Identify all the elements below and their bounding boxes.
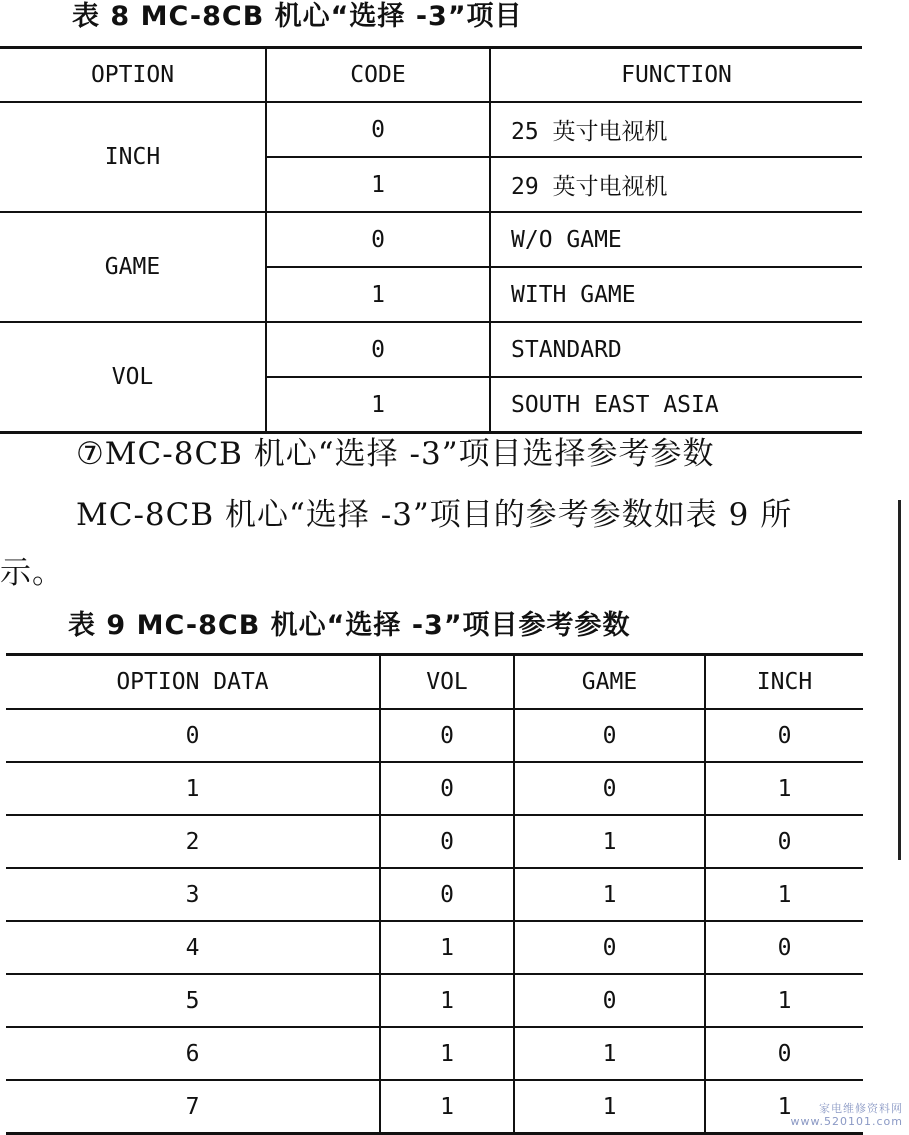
table8-header-row [0, 48, 862, 103]
inch-cell: 0 [705, 921, 863, 974]
function-cell: STANDARD [490, 322, 862, 377]
table9-header-option-data: OPTION DATA [6, 655, 380, 710]
vol-cell: 0 [380, 815, 514, 868]
function-cell: SOUTH EAST ASIA [511, 391, 719, 418]
table-row [6, 1080, 863, 1134]
table8-caption: 表 8 MC-8CB 机心“选择 -3”项目 [72, 1, 523, 32]
table-row [0, 102, 862, 157]
game-cell: 0 [514, 709, 705, 762]
inch-cell: 0 [705, 709, 863, 762]
body-text-line-1: MC-8CB 机心“选择 -3”项目的参考参数如表 9 所 [76, 497, 793, 533]
game-cell: 0 [514, 921, 705, 974]
table9-header-row [6, 655, 863, 710]
code-cell: 0 [266, 212, 490, 267]
function-cell: WITH GAME [490, 267, 862, 322]
table-row [6, 974, 863, 1027]
table8 [0, 46, 862, 434]
option-data-cell: 7 [6, 1080, 380, 1134]
option-data-cell: 2 [6, 815, 380, 868]
table9-header-game: GAME [514, 655, 705, 710]
table-row [6, 921, 863, 974]
code-cell: 1 [266, 267, 490, 322]
table9-header-inch: INCH [705, 655, 863, 710]
inch-cell: 0 [705, 1027, 863, 1080]
table-row [6, 868, 863, 921]
inch-cell: 1 [705, 974, 863, 1027]
code-cell: 1 [266, 157, 490, 212]
table-row [6, 762, 863, 815]
game-cell: 1 [514, 1027, 705, 1080]
table8-header-code: CODE [266, 48, 490, 103]
code-cell: 0 [266, 102, 490, 157]
table8-header-function: FUNCTION [490, 48, 862, 103]
inch-cell: 1 [705, 868, 863, 921]
body-text-line-2: 示。 [0, 555, 64, 591]
table9 [6, 653, 863, 1135]
game-cell: 0 [514, 974, 705, 1027]
code-cell: 0 [266, 322, 490, 377]
page-edge-bracket [898, 500, 901, 860]
table-row [0, 212, 862, 267]
option-data-cell: 6 [6, 1027, 380, 1080]
table8-header-option: OPTION [0, 48, 266, 103]
table-row [6, 1027, 863, 1080]
game-cell: 1 [514, 868, 705, 921]
vol-cell: 0 [380, 868, 514, 921]
section-heading: ⑦MC-8CB 机心“选择 -3”项目选择参考参数 [76, 436, 715, 472]
vol-cell: 1 [380, 921, 514, 974]
code-cell: 1 [266, 377, 490, 433]
vol-cell: 0 [380, 762, 514, 815]
inch-cell: 0 [705, 815, 863, 868]
option-cell: GAME [0, 212, 266, 322]
option-data-cell: 0 [6, 709, 380, 762]
table9-header-vol: VOL [380, 655, 514, 710]
table9-body [6, 709, 863, 1134]
vol-cell: 1 [380, 974, 514, 1027]
function-cell: 25 英寸电视机 [490, 102, 862, 157]
watermark-line-2: www.520101.com [790, 1115, 903, 1128]
watermark [791, 1102, 903, 1128]
option-data-cell: 3 [6, 868, 380, 921]
table9-caption: 表 9 MC-8CB 机心“选择 -3”项目参考参数 [68, 610, 631, 641]
vol-cell: 1 [380, 1027, 514, 1080]
game-cell: 1 [514, 815, 705, 868]
function-cell: W/O GAME [490, 212, 862, 267]
inch-cell: 1 [777, 1093, 792, 1120]
vol-cell: 1 [380, 1080, 514, 1134]
option-data-cell: 4 [6, 921, 380, 974]
function-cell: 29 英寸电视机 [490, 157, 862, 212]
option-cell: INCH [0, 102, 266, 212]
option-data-cell: 5 [6, 974, 380, 1027]
table-row [0, 322, 862, 377]
vol-cell: 0 [380, 709, 514, 762]
inch-cell: 1 [705, 762, 863, 815]
game-cell: 0 [514, 762, 705, 815]
table-row [6, 709, 863, 762]
game-cell: 1 [514, 1080, 705, 1134]
option-cell: VOL [0, 322, 266, 433]
watermark-line-1: 家电维修资料网 [819, 1102, 903, 1115]
option-data-cell: 1 [6, 762, 380, 815]
table-row [6, 815, 863, 868]
